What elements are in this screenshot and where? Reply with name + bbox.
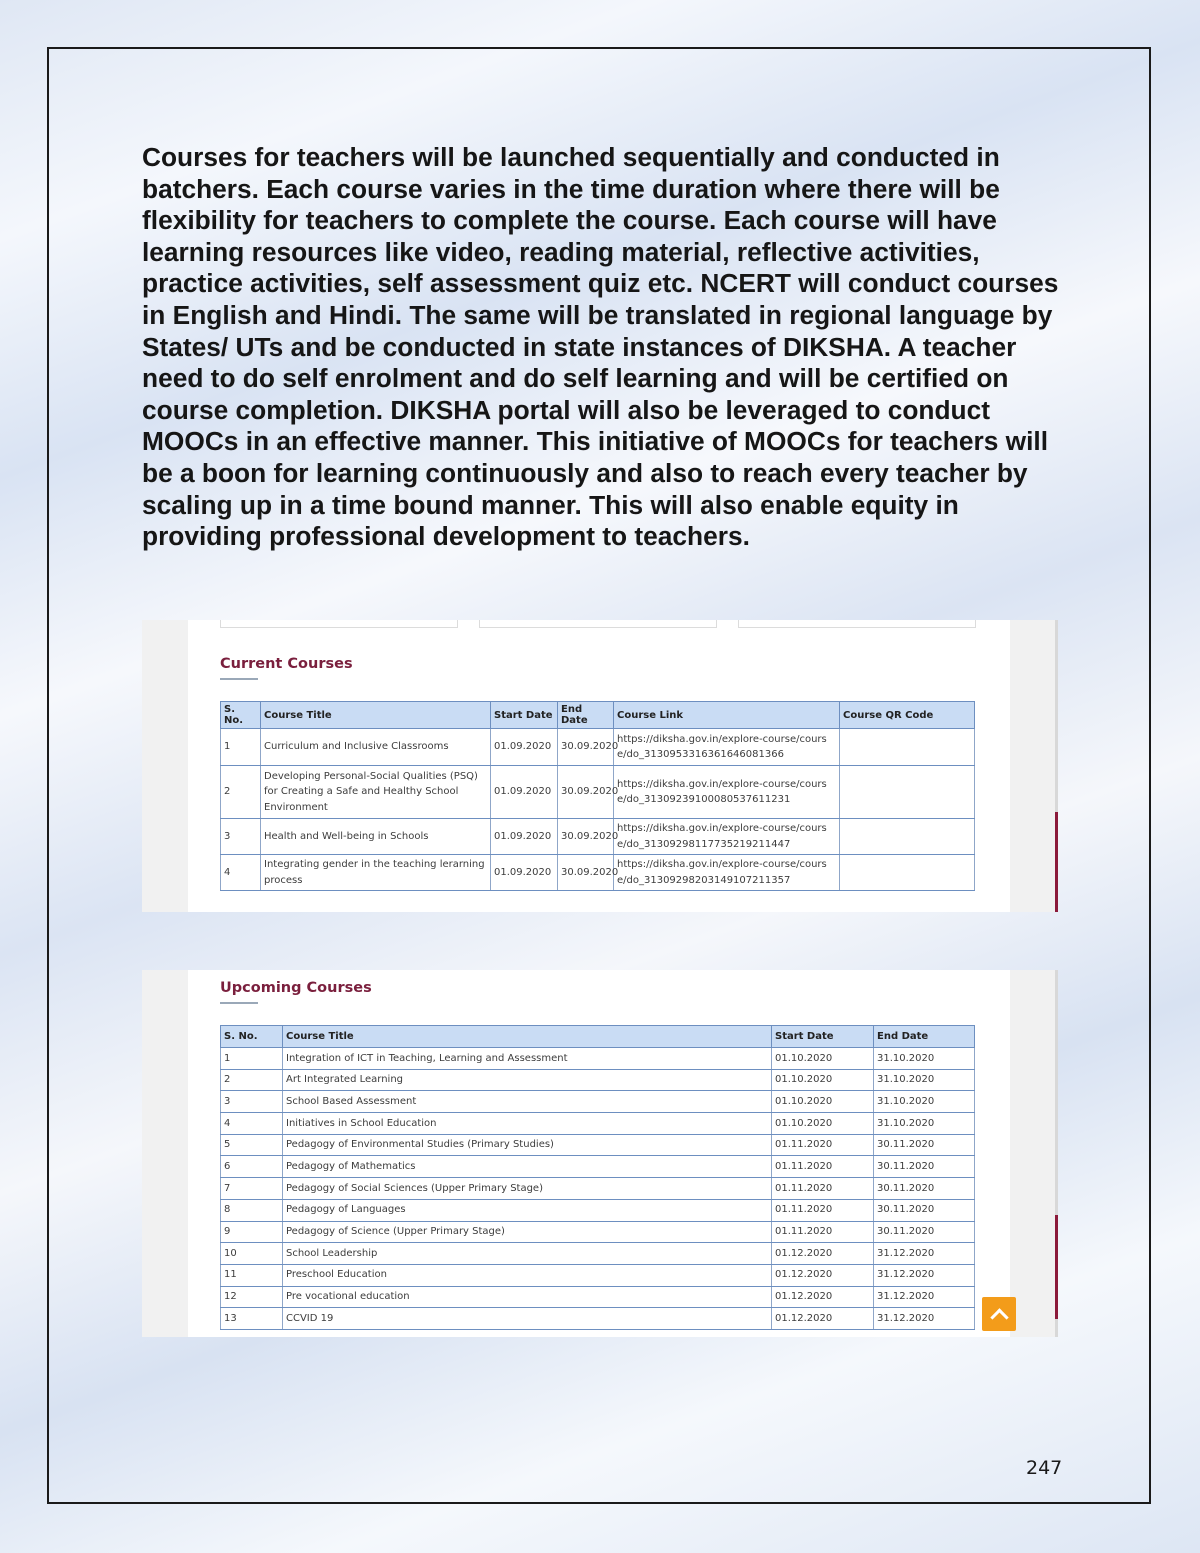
cell-start: 01.12.2020 — [772, 1264, 874, 1286]
upcoming-courses-screenshot — [142, 970, 1058, 1337]
cell-end: 30.11.2020 — [874, 1199, 975, 1221]
cell-end: 31.10.2020 — [874, 1091, 975, 1113]
cell-title: Pedagogy of Languages — [283, 1199, 772, 1221]
table-row — [221, 855, 975, 891]
cell-sno: 11 — [221, 1264, 283, 1286]
table-row — [221, 1113, 975, 1135]
table-row — [221, 729, 975, 766]
body-paragraph: Courses for teachers will be launched sequentially and conducted in batchers. Each course varies in the time duration where there will be flexibility for teachers to complete the course. Each course will have learning resources like video, reading material, reflective activities, practice activities, self assessment quiz etc. NCERT will conduct courses in English and Hindi. The same will be translated in regional language by States/ UTs and be conducted in state instances of DIKSHA. A teacher need to do self enrolment and do self learning and will be certified on course completion. DIKSHA portal will also be leveraged to conduct MOOCs in an effective manner. This initiative of MOOCs for teachers will be a boon for learning continuously and also to reach every teacher by scaling up in a time bound manner. This will also enable equity in providing professional development to teachers. — [142, 142, 1059, 552]
cell-start: 01.11.2020 — [772, 1199, 874, 1221]
cell-title: School Leadership — [283, 1243, 772, 1265]
cell-end: 30.11.2020 — [874, 1156, 975, 1178]
cell-start: 01.10.2020 — [772, 1113, 874, 1135]
tab-stub — [220, 620, 458, 628]
header-course-title: Course Title — [283, 1026, 772, 1048]
cell-title: Pedagogy of Environmental Studies (Primary Studies) — [283, 1134, 772, 1156]
cell-end: 31.10.2020 — [874, 1069, 975, 1091]
table-row — [221, 1091, 975, 1113]
cell-sno: 6 — [221, 1156, 283, 1178]
cell-start: 01.11.2020 — [772, 1156, 874, 1178]
cell-start: 01.12.2020 — [772, 1286, 874, 1308]
table-row — [221, 1199, 975, 1221]
header-end-date: End Date — [558, 702, 614, 729]
cell-title: Initiatives in School Education — [283, 1113, 772, 1135]
header-course-title: Course Title — [261, 702, 491, 729]
cell-title: School Based Assessment — [283, 1091, 772, 1113]
cell-course-link[interactable]: https://diksha.gov.in/explore-course/course/do_3130923910008053761​1231 — [614, 766, 840, 819]
cell-start: 01.12.2020 — [772, 1243, 874, 1265]
table-row — [221, 1308, 975, 1330]
table-row — [221, 1286, 975, 1308]
cell-sno: 1 — [221, 729, 261, 766]
title-underline — [220, 678, 258, 680]
cell-sno: 1 — [221, 1048, 283, 1070]
cell-sno: 12 — [221, 1286, 283, 1308]
cell-title: Pre vocational education — [283, 1286, 772, 1308]
cell-sno: 13 — [221, 1308, 283, 1330]
cell-qr — [840, 819, 975, 855]
cell-end: 31.12.2020 — [874, 1286, 975, 1308]
tab-stub — [479, 620, 717, 628]
cell-title: Integrating gender in the teaching lerarning process — [261, 855, 491, 891]
table-header-row — [221, 702, 975, 729]
table-row — [221, 1156, 975, 1178]
cell-title: Integration of ICT in Teaching, Learning and Assessment — [283, 1048, 772, 1070]
current-courses-title: Current Courses — [220, 656, 353, 672]
upcoming-courses-title: Upcoming Courses — [220, 980, 372, 996]
cell-end: 30.11.2020 — [874, 1178, 975, 1200]
cell-sno: 7 — [221, 1178, 283, 1200]
cell-end: 30.11.2020 — [874, 1221, 975, 1243]
current-courses-screenshot — [142, 620, 1058, 912]
page-number: 247 — [1026, 1457, 1063, 1479]
title-underline — [220, 1002, 258, 1004]
tab-stub — [738, 620, 976, 628]
cell-start: 01.09.2020 — [491, 855, 558, 891]
cell-title: Pedagogy of Social Sciences (Upper Primary Stage) — [283, 1178, 772, 1200]
chevron-up-icon — [990, 1308, 1008, 1326]
table-row — [221, 1264, 975, 1286]
header-end-date: End Date — [874, 1026, 975, 1048]
cell-title: Art Integrated Learning — [283, 1069, 772, 1091]
cell-start: 01.09.2020 — [491, 766, 558, 819]
cell-start: 01.10.2020 — [772, 1091, 874, 1113]
cell-qr — [840, 766, 975, 819]
cell-sno: 2 — [221, 766, 261, 819]
cell-end: 30.11.2020 — [874, 1134, 975, 1156]
cell-course-link[interactable]: https://diksha.gov.in/explore-course/course/do_313092982031491072​11357 — [614, 855, 840, 891]
table-row — [221, 1048, 975, 1070]
cell-sno: 2 — [221, 1069, 283, 1091]
cell-title: CCVID 19 — [283, 1308, 772, 1330]
header-course-link: Course Link — [614, 702, 840, 729]
header-start-date: Start Date — [491, 702, 558, 729]
cell-sno: 4 — [221, 855, 261, 891]
cell-end: 31.10.2020 — [874, 1048, 975, 1070]
cell-title: Preschool Education — [283, 1264, 772, 1286]
header-sno: S. No. — [221, 1026, 283, 1048]
table-row — [221, 1178, 975, 1200]
cell-sno: 4 — [221, 1113, 283, 1135]
table-header-row — [221, 1026, 975, 1048]
table-row — [221, 1069, 975, 1091]
cell-start: 01.10.2020 — [772, 1069, 874, 1091]
cell-sno: 5 — [221, 1134, 283, 1156]
cell-end: 31.10.2020 — [874, 1113, 975, 1135]
current-courses-table — [220, 701, 975, 891]
cell-qr — [840, 855, 975, 891]
cell-start: 01.11.2020 — [772, 1178, 874, 1200]
cell-qr — [840, 729, 975, 766]
cell-end: 31.12.2020 — [874, 1264, 975, 1286]
cell-sno: 3 — [221, 1091, 283, 1113]
cell-end: 30.09.2020 — [558, 729, 614, 766]
cell-end: 31.12.2020 — [874, 1308, 975, 1330]
cell-title: Pedagogy of Science (Upper Primary Stage) — [283, 1221, 772, 1243]
cell-start: 01.10.2020 — [772, 1048, 874, 1070]
cell-sno: 3 — [221, 819, 261, 855]
upcoming-courses-table — [220, 1025, 975, 1330]
table-row — [221, 1221, 975, 1243]
cell-start: 01.11.2020 — [772, 1134, 874, 1156]
scroll-to-top-button[interactable] — [982, 1297, 1016, 1331]
cell-end: 30.09.2020 — [558, 819, 614, 855]
cell-sno: 10 — [221, 1243, 283, 1265]
cell-end: 30.09.2020 — [558, 766, 614, 819]
header-start-date: Start Date — [772, 1026, 874, 1048]
scrollbar-thumb[interactable] — [1055, 1215, 1058, 1319]
table-row — [221, 819, 975, 855]
table-row — [221, 1243, 975, 1265]
cell-title: Developing Personal-Social Qualities (PSQ) for Creating a Safe and Healthy School Environment — [261, 766, 491, 819]
cell-start: 01.12.2020 — [772, 1308, 874, 1330]
cell-title: Health and Well-being in Schools — [261, 819, 491, 855]
cell-sno: 8 — [221, 1199, 283, 1221]
cell-title: Pedagogy of Mathematics — [283, 1156, 772, 1178]
header-qr-code: Course QR Code — [840, 702, 975, 729]
table-row — [221, 766, 975, 819]
cell-end: 31.12.2020 — [874, 1243, 975, 1265]
table-row — [221, 1134, 975, 1156]
cell-start: 01.09.2020 — [491, 819, 558, 855]
cell-end: 30.09.2020 — [558, 855, 614, 891]
header-sno: S. No. — [221, 702, 261, 729]
cell-start: 01.11.2020 — [772, 1221, 874, 1243]
cell-title: Curriculum and Inclusive Classrooms — [261, 729, 491, 766]
scrollbar-thumb[interactable] — [1055, 812, 1058, 912]
cell-start: 01.09.2020 — [491, 729, 558, 766]
cell-course-link[interactable]: https://diksha.gov.in/explore-course/course/do_31309533163616460813​66 — [614, 729, 840, 766]
cell-course-link[interactable]: https://diksha.gov.in/explore-course/course/do_313092981177352192​11447 — [614, 819, 840, 855]
cell-sno: 9 — [221, 1221, 283, 1243]
